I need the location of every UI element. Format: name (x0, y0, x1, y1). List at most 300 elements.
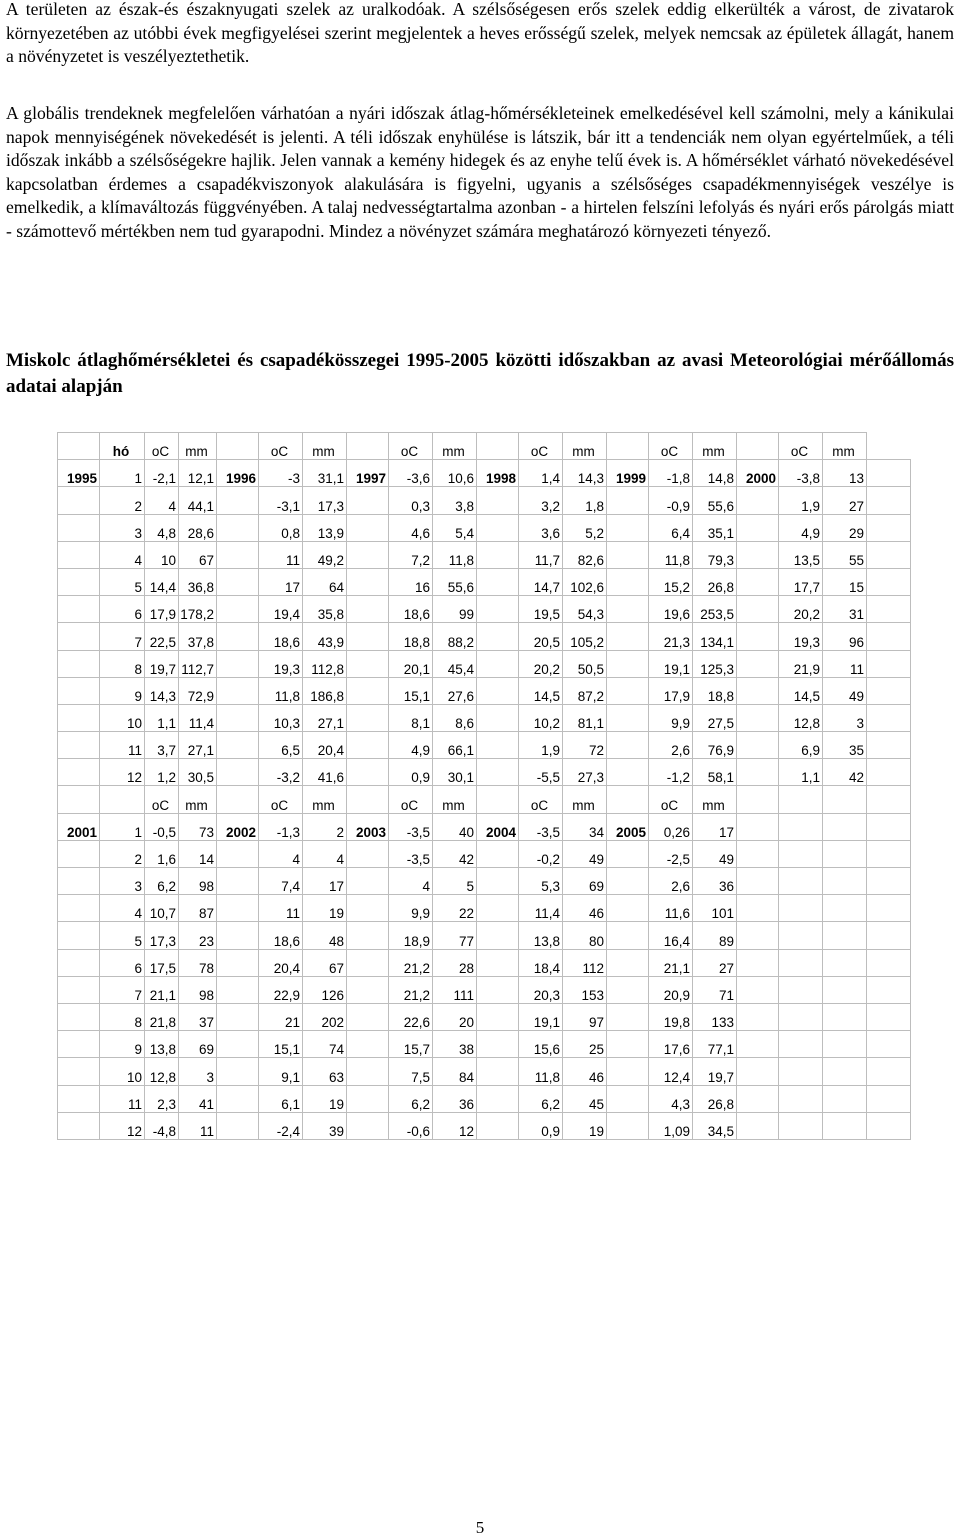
blank-cell (347, 433, 389, 460)
temperature-cell: 0,9 (519, 1112, 563, 1139)
blank-cell (58, 514, 100, 541)
precipitation-cell: 27,1 (179, 732, 217, 759)
precipitation-cell: 2 (303, 813, 347, 840)
temperature-cell: 0,8 (259, 514, 303, 541)
blank-cell (58, 922, 100, 949)
temperature-cell: -1,8 (649, 460, 693, 487)
blank-cell (823, 1003, 867, 1030)
table-row (58, 949, 911, 976)
temperature-cell: 18,9 (389, 922, 433, 949)
blank-cell (823, 840, 867, 867)
temperature-cell: 1,1 (779, 759, 823, 786)
precipitation-cell: 55,6 (693, 487, 737, 514)
temperature-cell: 14,5 (519, 677, 563, 704)
temperature-cell: 18,6 (259, 922, 303, 949)
precipitation-cell: 36,8 (179, 568, 217, 595)
temperature-cell: 11,4 (519, 895, 563, 922)
precipitation-cell: 73 (179, 813, 217, 840)
blank-cell (823, 1031, 867, 1058)
precipitation-cell: 46 (563, 895, 607, 922)
temperature-cell: -3,5 (519, 813, 563, 840)
blank-cell (779, 1003, 823, 1030)
precipitation-cell: 40 (433, 813, 477, 840)
precipitation-cell: 71 (693, 976, 737, 1003)
temperature-cell: 21,1 (145, 976, 179, 1003)
blank-cell (737, 1003, 779, 1030)
blank-cell (867, 813, 911, 840)
blank-cell (607, 623, 649, 650)
temperature-cell: -3,2 (259, 759, 303, 786)
blank-cell (58, 433, 100, 460)
precipitation-cell: 87,2 (563, 677, 607, 704)
blank-cell (477, 1058, 519, 1085)
temperature-cell: 19,3 (259, 650, 303, 677)
blank-cell (477, 433, 519, 460)
temperature-cell: 20,2 (519, 650, 563, 677)
blank-cell (217, 786, 259, 813)
temperature-cell: 11,8 (649, 541, 693, 568)
blank-cell (477, 1085, 519, 1112)
blank-cell (607, 1085, 649, 1112)
temperature-cell: 2,6 (649, 732, 693, 759)
temperature-cell: 0,3 (389, 487, 433, 514)
precipitation-cell: 27,5 (693, 704, 737, 731)
temperature-cell: 13,5 (779, 541, 823, 568)
blank-cell (779, 1031, 823, 1058)
temp-unit-header: oC (649, 433, 693, 460)
precipitation-cell: 22 (433, 895, 477, 922)
temperature-cell: 11 (259, 541, 303, 568)
precipitation-cell: 3,8 (433, 487, 477, 514)
temperature-cell: 14,3 (145, 677, 179, 704)
temperature-cell: 14,4 (145, 568, 179, 595)
blank-cell (217, 840, 259, 867)
temperature-cell: 19,4 (259, 596, 303, 623)
year-label: 1998 (477, 460, 519, 487)
blank-cell (823, 895, 867, 922)
table-row (58, 704, 911, 731)
temperature-cell: 17,6 (649, 1031, 693, 1058)
precipitation-cell: 102,6 (563, 568, 607, 595)
blank-cell (58, 786, 100, 813)
blank-cell (867, 650, 911, 677)
precipitation-cell: 77 (433, 922, 477, 949)
year-label: 2002 (217, 813, 259, 840)
blank-cell (867, 840, 911, 867)
blank-cell (58, 650, 100, 677)
climate-data-table (57, 432, 911, 1140)
temperature-cell: -4,8 (145, 1112, 179, 1139)
precipitation-cell: 36 (433, 1085, 477, 1112)
blank-cell (823, 1058, 867, 1085)
temperature-cell: -1,3 (259, 813, 303, 840)
paragraph-wind: A területen az észak-és északnyugati szelek az uralkodóak. A szélsőségesen erős szelek eddig elkerülték a várost, de zivatarok környezetében az utóbbi évek megfigyelései szerint megjelentek a heves erősségű szelek, melyek nemcsak az épületek állagát, hanem a növényzetet is veszélyeztethetik. (6, 0, 954, 67)
year-label: 1995 (58, 460, 100, 487)
temperature-cell: 17,7 (779, 568, 823, 595)
precip-unit-header: mm (179, 786, 217, 813)
temp-unit-header: oC (779, 433, 823, 460)
temperature-cell: -3,5 (389, 813, 433, 840)
blank-cell (607, 541, 649, 568)
precipitation-cell: 46 (563, 1058, 607, 1085)
temperature-cell: -2,4 (259, 1112, 303, 1139)
temperature-cell: -0,6 (389, 1112, 433, 1139)
precipitation-cell: 69 (563, 868, 607, 895)
temperature-cell: 22,6 (389, 1003, 433, 1030)
blank-cell (477, 623, 519, 650)
blank-cell (58, 759, 100, 786)
blank-cell (347, 840, 389, 867)
blank-cell (607, 433, 649, 460)
precip-unit-header: mm (433, 433, 477, 460)
blank-cell (347, 895, 389, 922)
precipitation-cell: 8,6 (433, 704, 477, 731)
temperature-cell: 1,9 (779, 487, 823, 514)
blank-cell (100, 786, 145, 813)
precipitation-cell: 27,1 (303, 704, 347, 731)
blank-cell (58, 1112, 100, 1139)
blank-cell (607, 1058, 649, 1085)
blank-cell (607, 786, 649, 813)
year-label: 2001 (58, 813, 100, 840)
table-header-row (58, 433, 911, 460)
blank-cell (347, 623, 389, 650)
blank-cell (607, 922, 649, 949)
precipitation-cell: 1,8 (563, 487, 607, 514)
precipitation-cell: 72,9 (179, 677, 217, 704)
blank-cell (58, 677, 100, 704)
table-heading: Miskolc átlaghőmérsékletei és csapadékösszegei 1995-2005 közötti időszakban az avasi Meteorológiai mérőállomás adatai alapján (6, 350, 954, 397)
precipitation-cell: 5,2 (563, 514, 607, 541)
blank-cell (737, 949, 779, 976)
temperature-cell: -3,1 (259, 487, 303, 514)
blank-cell (477, 1112, 519, 1139)
temperature-cell: 20,9 (649, 976, 693, 1003)
precipitation-cell: 27 (693, 949, 737, 976)
blank-cell (58, 1085, 100, 1112)
paragraph-climate-trends: A globális trendeknek megfelelően várhatóan a nyári időszak átlag-hőmérsékleteinek emelkedésével kell számolni, mely a kánikulai napok mennyiségének növekedését is jelenti. A téli időszak enyhülése is látszik, bár itt a tendenciák nem olyan egyértelműek, a téli időszak inkább a szélsőségekre hajlik. Jelen vannak a kemény hidegek és az enyhe telű évek is. A hőmérséklet várható növekedésével kapcsolatban érdemes a csapadékviszonyok alakulására is figyelni, ugyanis a szélsőséges csapadékmennyiségek veszélye is emelkedik, a klímaváltozás függvényében. A talaj nedvességtartalma azonban - a hirtelen felszíni lefolyás és nyári erős párolgás miatt - számottevő mértékben nem tud gyarapodni. Mindez a növényzet számára meghatározó környezeti tényező. (6, 103, 954, 241)
precip-unit-header: mm (693, 433, 737, 460)
table-row (58, 568, 911, 595)
temperature-cell: 19,8 (649, 1003, 693, 1030)
blank-cell (347, 541, 389, 568)
precipitation-cell: 27,3 (563, 759, 607, 786)
temperature-cell: 15,6 (519, 1031, 563, 1058)
blank-cell (347, 732, 389, 759)
blank-cell (217, 514, 259, 541)
precipitation-cell: 4 (303, 840, 347, 867)
table-row (58, 596, 911, 623)
blank-cell (477, 677, 519, 704)
year-label: 2000 (737, 460, 779, 487)
month-cell: 11 (100, 732, 145, 759)
blank-cell (477, 895, 519, 922)
blank-cell (737, 623, 779, 650)
table-row (58, 1058, 911, 1085)
blank-cell (347, 1031, 389, 1058)
blank-cell (823, 1112, 867, 1139)
blank-cell (477, 868, 519, 895)
blank-cell (607, 1031, 649, 1058)
blank-cell (58, 487, 100, 514)
blank-cell (779, 840, 823, 867)
blank-cell (217, 976, 259, 1003)
precipitation-cell: 3 (179, 1058, 217, 1085)
precipitation-cell: 17 (693, 813, 737, 840)
blank-cell (867, 976, 911, 1003)
temperature-cell: 7,2 (389, 541, 433, 568)
temp-unit-header: oC (259, 433, 303, 460)
temperature-cell: 7,4 (259, 868, 303, 895)
temperature-cell: -0,5 (145, 813, 179, 840)
precipitation-cell: 10,6 (433, 460, 477, 487)
blank-cell (347, 650, 389, 677)
month-cell: 8 (100, 650, 145, 677)
precipitation-cell: 49 (563, 840, 607, 867)
precipitation-cell: 13,9 (303, 514, 347, 541)
blank-cell (347, 568, 389, 595)
temperature-cell: 16 (389, 568, 433, 595)
blank-cell (779, 1085, 823, 1112)
temperature-cell: 6,2 (389, 1085, 433, 1112)
temperature-cell: 8,1 (389, 704, 433, 731)
month-cell: 11 (100, 1085, 145, 1112)
blank-cell (477, 786, 519, 813)
precipitation-cell: 49,2 (303, 541, 347, 568)
precipitation-cell: 14,3 (563, 460, 607, 487)
blank-cell (867, 922, 911, 949)
temperature-cell: 21,8 (145, 1003, 179, 1030)
table-row (58, 677, 911, 704)
table-row (58, 650, 911, 677)
precipitation-cell: 38 (433, 1031, 477, 1058)
temp-unit-header: oC (649, 786, 693, 813)
precipitation-cell: 58,1 (693, 759, 737, 786)
precipitation-cell: 14,8 (693, 460, 737, 487)
table-row (58, 1031, 911, 1058)
precipitation-cell: 5 (433, 868, 477, 895)
precipitation-cell: 178,2 (179, 596, 217, 623)
blank-cell (58, 732, 100, 759)
precipitation-cell: 28 (433, 949, 477, 976)
temperature-cell: 4,6 (389, 514, 433, 541)
blank-cell (347, 514, 389, 541)
precipitation-cell: 26,8 (693, 1085, 737, 1112)
temp-unit-header: oC (389, 786, 433, 813)
precipitation-cell: 12,1 (179, 460, 217, 487)
temperature-cell: -1,2 (649, 759, 693, 786)
temperature-cell: 13,8 (519, 922, 563, 949)
blank-cell (347, 759, 389, 786)
blank-cell (779, 786, 823, 813)
blank-cell (217, 650, 259, 677)
precipitation-cell: 42 (823, 759, 867, 786)
precipitation-cell: 99 (433, 596, 477, 623)
table-row (58, 922, 911, 949)
temperature-cell: 1,2 (145, 759, 179, 786)
blank-cell (58, 895, 100, 922)
blank-cell (867, 596, 911, 623)
blank-cell (823, 868, 867, 895)
temperature-cell: 2,3 (145, 1085, 179, 1112)
temp-unit-header: oC (145, 433, 179, 460)
temperature-cell: 2,6 (649, 868, 693, 895)
temperature-cell: 14,5 (779, 677, 823, 704)
precipitation-cell: 26,8 (693, 568, 737, 595)
blank-cell (823, 976, 867, 1003)
temperature-cell: 21 (259, 1003, 303, 1030)
temperature-cell: 3,7 (145, 732, 179, 759)
blank-cell (58, 596, 100, 623)
precipitation-cell: 17 (303, 868, 347, 895)
month-cell: 5 (100, 922, 145, 949)
blank-cell (217, 568, 259, 595)
temperature-cell: 1,1 (145, 704, 179, 731)
blank-cell (217, 623, 259, 650)
precipitation-cell: 134,1 (693, 623, 737, 650)
temperature-cell: -3,8 (779, 460, 823, 487)
blank-cell (867, 786, 911, 813)
blank-cell (347, 1112, 389, 1139)
precipitation-cell: 202 (303, 1003, 347, 1030)
month-cell: 2 (100, 840, 145, 867)
temperature-cell: 21,1 (649, 949, 693, 976)
blank-cell (347, 1085, 389, 1112)
month-cell: 5 (100, 568, 145, 595)
precipitation-cell: 48 (303, 922, 347, 949)
precip-unit-header: mm (433, 786, 477, 813)
temperature-cell: 21,3 (649, 623, 693, 650)
precipitation-cell: 66,1 (433, 732, 477, 759)
blank-cell (217, 1112, 259, 1139)
blank-cell (58, 623, 100, 650)
blank-cell (779, 895, 823, 922)
precipitation-cell: 84 (433, 1058, 477, 1085)
precipitation-cell: 34,5 (693, 1112, 737, 1139)
blank-cell (867, 704, 911, 731)
temperature-cell: 18,8 (389, 623, 433, 650)
temperature-cell: -3 (259, 460, 303, 487)
temp-unit-header: oC (389, 433, 433, 460)
blank-cell (477, 1031, 519, 1058)
precipitation-cell: 29 (823, 514, 867, 541)
blank-cell (779, 813, 823, 840)
precipitation-cell: 35,8 (303, 596, 347, 623)
precipitation-cell: 19 (303, 1085, 347, 1112)
temperature-cell: 4 (145, 487, 179, 514)
blank-cell (737, 568, 779, 595)
precipitation-cell: 153 (563, 976, 607, 1003)
blank-cell (477, 1003, 519, 1030)
blank-cell (737, 677, 779, 704)
month-cell: 4 (100, 895, 145, 922)
blank-cell (477, 759, 519, 786)
blank-cell (58, 840, 100, 867)
blank-cell (607, 895, 649, 922)
blank-cell (347, 487, 389, 514)
precipitation-cell: 50,5 (563, 650, 607, 677)
month-cell: 1 (100, 460, 145, 487)
blank-cell (347, 868, 389, 895)
blank-cell (867, 460, 911, 487)
temperature-cell: 9,9 (389, 895, 433, 922)
precipitation-cell: 3 (823, 704, 867, 731)
blank-cell (347, 786, 389, 813)
precipitation-cell: 54,3 (563, 596, 607, 623)
precipitation-cell: 25 (563, 1031, 607, 1058)
temp-unit-header: oC (519, 786, 563, 813)
blank-cell (737, 541, 779, 568)
blank-cell (737, 1112, 779, 1139)
table-row (58, 1085, 911, 1112)
blank-cell (477, 922, 519, 949)
precipitation-cell: 17,3 (303, 487, 347, 514)
precip-unit-header: mm (693, 786, 737, 813)
temperature-cell: 16,4 (649, 922, 693, 949)
precipitation-cell: 35 (823, 732, 867, 759)
temperature-cell: 10,2 (519, 704, 563, 731)
blank-cell (737, 433, 779, 460)
temperature-cell: 6,2 (145, 868, 179, 895)
blank-cell (737, 1085, 779, 1112)
blank-cell (867, 541, 911, 568)
page-number: 5 (475, 1518, 485, 1537)
blank-cell (867, 949, 911, 976)
blank-cell (867, 487, 911, 514)
precipitation-cell: 96 (823, 623, 867, 650)
temperature-cell: 15,1 (259, 1031, 303, 1058)
temp-unit-header: oC (145, 786, 179, 813)
blank-cell (217, 541, 259, 568)
blank-cell (823, 786, 867, 813)
temperature-cell: -3,5 (389, 840, 433, 867)
temperature-cell: 14,7 (519, 568, 563, 595)
blank-cell (737, 840, 779, 867)
blank-cell (779, 1058, 823, 1085)
blank-cell (867, 732, 911, 759)
blank-cell (217, 868, 259, 895)
temperature-cell: 11,8 (519, 1058, 563, 1085)
blank-cell (779, 922, 823, 949)
precipitation-cell: 12 (433, 1112, 477, 1139)
blank-cell (477, 568, 519, 595)
temperature-cell: 1,4 (519, 460, 563, 487)
temperature-cell: 12,8 (779, 704, 823, 731)
precipitation-cell: 43,9 (303, 623, 347, 650)
month-cell: 6 (100, 596, 145, 623)
precipitation-cell: 112,7 (179, 650, 217, 677)
temperature-cell: -2,1 (145, 460, 179, 487)
precipitation-cell: 186,8 (303, 677, 347, 704)
blank-cell (607, 732, 649, 759)
temperature-cell: 20,4 (259, 949, 303, 976)
precipitation-cell: 105,2 (563, 623, 607, 650)
temperature-cell: -3,6 (389, 460, 433, 487)
precipitation-cell: 28,6 (179, 514, 217, 541)
precipitation-cell: 49 (823, 677, 867, 704)
precipitation-cell: 37,8 (179, 623, 217, 650)
temperature-cell: 12,4 (649, 1058, 693, 1085)
temperature-cell: 18,4 (519, 949, 563, 976)
precipitation-cell: 98 (179, 976, 217, 1003)
blank-cell (607, 677, 649, 704)
precipitation-cell: 45,4 (433, 650, 477, 677)
blank-cell (607, 840, 649, 867)
precipitation-cell: 30,1 (433, 759, 477, 786)
precip-unit-header: mm (823, 433, 867, 460)
blank-cell (737, 895, 779, 922)
temperature-cell: -5,5 (519, 759, 563, 786)
